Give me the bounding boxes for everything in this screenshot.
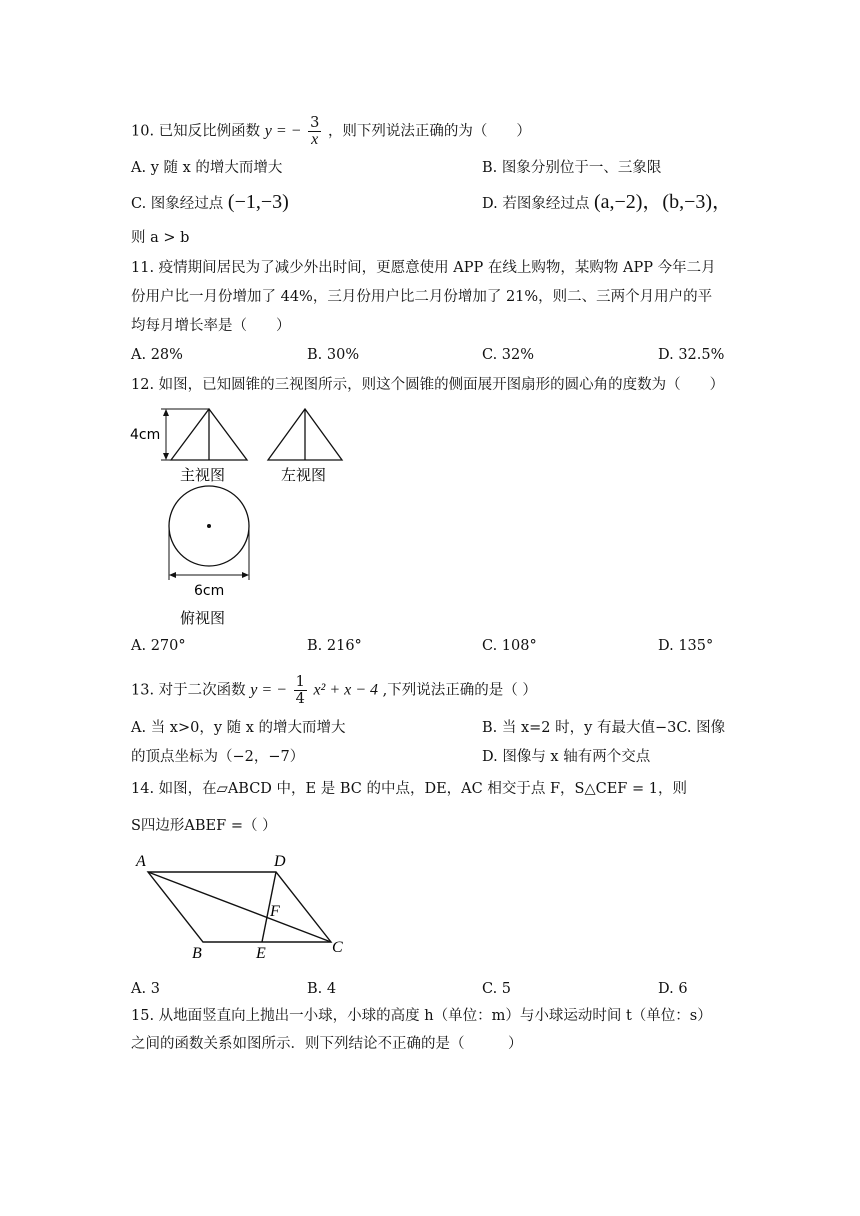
- point-f-label: F: [270, 903, 280, 920]
- q14-option-a: A. 3: [131, 981, 160, 997]
- q10-option-d-text: D. 若图象经过点: [482, 196, 590, 212]
- q13-stem: [131, 674, 537, 707]
- point-b-label: B: [192, 945, 202, 962]
- q13-option-a: A. 当 x>0，y 随 x 的增大而增大: [131, 720, 346, 736]
- q15-line-2: 之间的函数关系如图所示．则下列结论不正确的是（ ）: [131, 1036, 523, 1052]
- side-view-label: 左视图: [281, 466, 327, 484]
- q10-fraction: [308, 115, 321, 148]
- q13-formula-rhs: x² + x − 4: [313, 681, 379, 699]
- q11-option-d: D. 32.5%: [658, 347, 725, 363]
- point-c-label: C: [332, 939, 343, 956]
- q10-option-d-cont: 则 a > b: [131, 230, 190, 246]
- q13-frac-den: 4: [295, 691, 305, 707]
- q14-line-2: S四边形ABEF =（ ）: [131, 818, 277, 834]
- front-view-triangle: [171, 409, 247, 460]
- height-dimension: [161, 409, 209, 460]
- q10-option-a: A. y 随 x 的增大而增大: [131, 160, 283, 176]
- q13-fraction: [294, 674, 307, 707]
- diameter-label: 6cm: [194, 583, 225, 599]
- q13-option-b: B. 当 x=2 时，y 有最大值−3C. 图像: [482, 720, 726, 736]
- q10-stem-suffix: ，则下列说法正确的为（ ）: [327, 123, 531, 140]
- q10-formula-lhs: y = −: [264, 122, 302, 140]
- q11-line-1: 11. 疫情期间居民为了减少外出时间，更愿意使用 APP 在线上购物，某购物 APP 今年二月: [131, 260, 716, 276]
- q14-option-c: C. 5: [482, 981, 512, 997]
- q14-option-d: D. 6: [658, 981, 688, 997]
- q10-option-d: [482, 192, 732, 214]
- q10-option-c: [131, 192, 289, 214]
- q11-option-c: C. 32%: [482, 347, 535, 363]
- q10-frac-den: x: [311, 131, 319, 148]
- q12-option-a: A. 270°: [131, 638, 186, 654]
- q14-option-b: B. 4: [307, 981, 337, 997]
- point-a-label: A: [136, 853, 146, 870]
- parallelogram-figure: [128, 848, 358, 968]
- q10-option-b: B. 图象分别位于一、三象限: [482, 160, 662, 176]
- q13-option-c-cont: 的顶点坐标为（−2，−7）: [131, 749, 305, 765]
- q13-stem-prefix: 13. 对于二次函数: [131, 682, 246, 699]
- q11-line-2: 份用户比一月份增加了 44%，三月份用户比二月份增加了 21%，则二、三两个月用户的平: [131, 289, 713, 305]
- top-view-circle: [169, 486, 249, 566]
- q10-stem-prefix: 10. 已知反比例函数: [131, 123, 261, 140]
- q11-line-3: 均每月增长率是（ ）: [131, 318, 291, 334]
- q11-option-b: B. 30%: [307, 347, 360, 363]
- q13-option-d: D. 图像与 x 轴有两个交点: [482, 749, 651, 765]
- top-view-label: 俯视图: [180, 609, 226, 627]
- q10-stem: [131, 115, 531, 148]
- height-label: 4cm: [130, 427, 161, 443]
- q11-option-a: A. 28%: [131, 347, 183, 363]
- q12-stem: 12. 如图，已知圆锥的三视图所示，则这个圆锥的侧面展开图扇形的圆心角的度数为（ ）: [131, 377, 725, 393]
- q13-frac-num: 1: [295, 674, 305, 690]
- q13-stem-suffix: ,下列说法正确的是（ ）: [382, 682, 537, 699]
- q12-option-c: C. 108°: [482, 638, 537, 654]
- front-view-label: 主视图: [180, 466, 226, 484]
- point-d-label: D: [274, 853, 286, 870]
- q12-option-d: D. 135°: [658, 638, 714, 654]
- q12-option-b: B. 216°: [307, 638, 362, 654]
- q10-option-c-point: (−1,−3): [227, 191, 289, 213]
- q10-frac-num: 3: [310, 115, 320, 131]
- q13-formula-lhs: y = −: [250, 681, 287, 699]
- q15-line-1: 15. 从地面竖直向上抛出一小球，小球的高度 h（单位：m）与小球运动时间 t（单位：s）: [131, 1008, 712, 1024]
- side-view-triangle: [268, 409, 342, 460]
- cone-three-views-figure: [128, 400, 368, 630]
- q10-option-d-points: (a,−2)，(b,−3)，: [593, 191, 733, 213]
- q10-option-c-text: C. 图象经过点: [131, 196, 224, 212]
- diameter-dimension: [169, 526, 249, 580]
- point-e-label: E: [256, 945, 266, 962]
- q14-line-1: 14. 如图，在▱ABCD 中，E 是 BC 的中点，DE，AC 相交于点 F，S△CEF = 1，则: [131, 781, 687, 797]
